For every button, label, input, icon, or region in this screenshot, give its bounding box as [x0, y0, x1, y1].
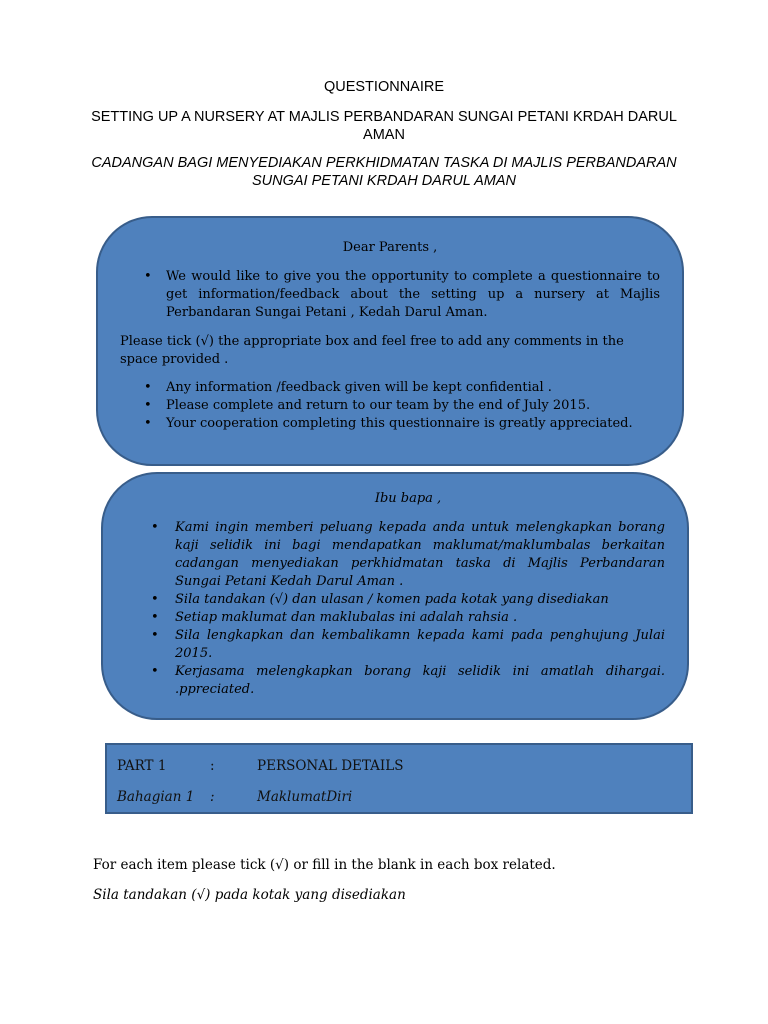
bahagian-title: MaklumatDiri [257, 789, 353, 805]
title-english: SETTING UP A NURSERY AT MAJLIS PERBANDARAN SUNGAI PETANI KRDAH DARUL AMAN [91, 109, 677, 143]
malay-intro-box [101, 472, 689, 720]
part-title: PERSONAL DETAILS [257, 758, 404, 774]
english-intro-bullet: • We would like to give you the opportunity to complete a questionnaire to get information/feedback about the setting up a nursery at Majlis Perbandaran Sungai Petani , Kedah Darul Aman. [120, 268, 660, 322]
malay-note-item: • Setiap maklumat dan maklubalas ini adalah rahsia . [151, 609, 665, 627]
english-greeting: Dear Parents , [342, 240, 438, 255]
english-note-item: • Please complete and return to our team by the end of July 2015. [120, 397, 660, 415]
english-tick-instruction: Please tick (√) the appropriate box and feel free to add any comments in the space provided . [120, 334, 624, 367]
bahagian-label: Bahagian 1 [117, 789, 195, 805]
malay-note-item: • Sila tandakan (√) dan ulasan / komen pada kotak yang disediakan [151, 591, 665, 609]
english-notes-list [120, 379, 660, 433]
english-note-item: • Any information /feedback given will be kept confidential . [120, 379, 660, 397]
document-title: QUESTIONNAIRE [323, 79, 445, 95]
bahagian-colon: : [210, 789, 215, 805]
malay-notes-list [151, 519, 665, 699]
english-note-item: • Your cooperation completing this questionnaire is greatly appreciated. [120, 415, 660, 433]
malay-greeting: Ibu bapa , [374, 491, 442, 506]
part-1-header-box [105, 743, 693, 814]
title-malay: CADANGAN BAGI MENYEDIAKAN PERKHIDMATAN TASKA DI MAJLIS PERBANDARAN SUNGAI PETANI KRDAH DARUL AMAN [91, 155, 677, 189]
english-intro-box [96, 216, 684, 466]
malay-note-item: • Kami ingin memberi peluang kepada anda untuk melengkapkan borang kaji selidik ini bagi mendapatkan maklumat/maklumbalas berkaitan cadangan menyediakan perkhidmatan taska di Majlis Perbandaran Sungai Petani Kedah Darul Aman . [151, 519, 665, 591]
malay-note-item: • Kerjasama melengkapkan borang kaji selidik ini amatlah dihargai. .ppreciated. [151, 663, 665, 699]
part-colon: : [210, 758, 215, 774]
malay-note-item: • Sila lengkapkan dan kembalikamn kepada kami pada penghujung Julai 2015. [151, 627, 665, 663]
instruction-english: For each item please tick (√) or fill in the blank in each box related. [93, 857, 556, 873]
part-label: PART 1 [117, 758, 167, 774]
instruction-malay: Sila tandakan (√) pada kotak yang disediakan [93, 887, 406, 903]
english-intro-list [120, 268, 660, 322]
